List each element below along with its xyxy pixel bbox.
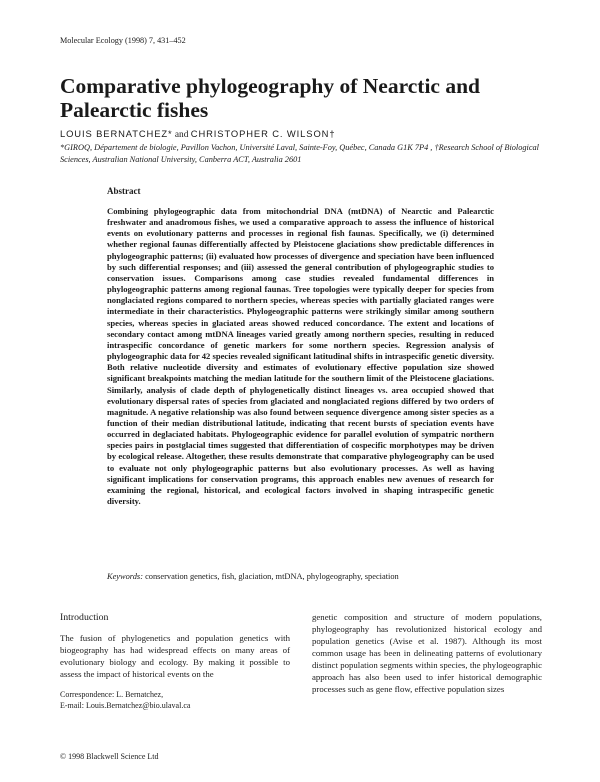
correspondence-note (60, 689, 190, 711)
abstract-text: Combining phylogeographic data from mitochondrial DNA (mtDNA) of Nearctic and Palearctic freshwater and anadromous fishes, we used a comparative approach to assess the influence of historical events on evolutionary patterns and processes in regional fish faunas. Specifically, we (i) determined whether regional faunas differentially affected by Pleistocene glaciations show predictable differences in phylogeographic patterns; (ii) evaluated how processes of divergence and speciation have been influenced by such differential responses; and (iii) assessed the general contribution of phylogeographic studies to conservation issues. Comparisons among case studies revealed fundamental differences in phylogeographic patterns among regional faunas. Tree topologies were typically deeper for species from nonglaciated regions compared to northern species, whereas species with partially glaciated ranges were intermediate in their characteristics. Phylogeographic patterns were strikingly similar among southern species, whereas species in glaciated areas showed reduced concordance. The extent and locations of secondary contact among mtDNA lineages varied greatly among northern species, resulting in reduced intraspecific concordance of genetic markers for some northern species. Regression analysis of phylogeographic data for 42 species revealed significant latitudinal shifts in intraspecific genetic diversity. Both relative nucleotide diversity and estimates of evolutionary effective population size showed significant breakpoints matching the median latitude for the southern limit of the Pleistocene glaciations. Similarly, analysis of clade depth of phylogenetically distinct lineages vs. area occupied showed that evolutionary dispersal rates of species from glaciated and nonglaciated regions differed by two orders of magnitude. A negative relationship was also found between sequence divergence among sister species as a function of their median distributional latitude, indicating that recent bursts of speciation events have occurred in deglaciated habitats. Phylogeographic evidence for parallel evolution of sympatric northern species pairs in postglacial times suggested that differentiation of cospecific morphotypes may be driven by ecological release. Altogether, these results demonstrate that comparative phylogeography can be used to evaluate not only phylogeographic patterns but also evolutionary processes. As well as having significant implications for conservation programs, this approach enables new avenues of research for examining the regional, historical, and ecological factors involved in shaping intraspecific genetic diversity. (107, 206, 494, 507)
author-conjunction: and (172, 130, 191, 140)
keywords (107, 572, 507, 581)
abstract-heading: Abstract (107, 186, 141, 196)
keywords-label: Keywords: (107, 572, 143, 581)
correspondence-name: Correspondence: L. Bernatchez, (60, 690, 164, 699)
keywords-list: conservation genetics, fish, glaciation, mtDNA, phylogeography, speciation (142, 572, 399, 581)
author-list (60, 128, 335, 140)
introduction-heading: Introduction (60, 612, 109, 623)
author-affiliations: *GIROQ, Département de biologie, Pavillon Vachon, Université Laval, Sainte-Foy, Québec, Canada G1K 7P4 , †Research School of Biological Sciences, Australian National University, Canberra ACT, Australia 2601 (60, 143, 539, 164)
author-name: CHRISTOPHER C. WILSON† (190, 128, 336, 139)
introduction-text-left: The fusion of phylogenetics and population genetics with biogeography has had widespread effects on many areas of evolutionary biology and ecology. By making it possible to assess the impact of historical events on the (60, 633, 290, 679)
correspondence-email: E-mail: Louis.Bernatchez@bio.ulaval.ca (60, 701, 191, 710)
journal-citation: Molecular Ecology (1998) 7, 431–452 (60, 36, 186, 45)
paper-title: Comparative phylogeography of Nearctic and Palearctic fishes (60, 74, 481, 122)
copyright-notice: © 1998 Blackwell Science Ltd (60, 752, 159, 761)
introduction-text-right: genetic composition and structure of modern populations, phylogeography has revolutionized historical ecology and population genetics (Avise et al. 1987). Although its most common usage has been in delineating patterns of evolutionary distinct population segments within species, the phylogeographic approach has also been used to infer historical demographic processes such as gene flow, effective population sizes (312, 612, 542, 694)
author-name: LOUIS BERNATCHEZ* (60, 128, 173, 139)
